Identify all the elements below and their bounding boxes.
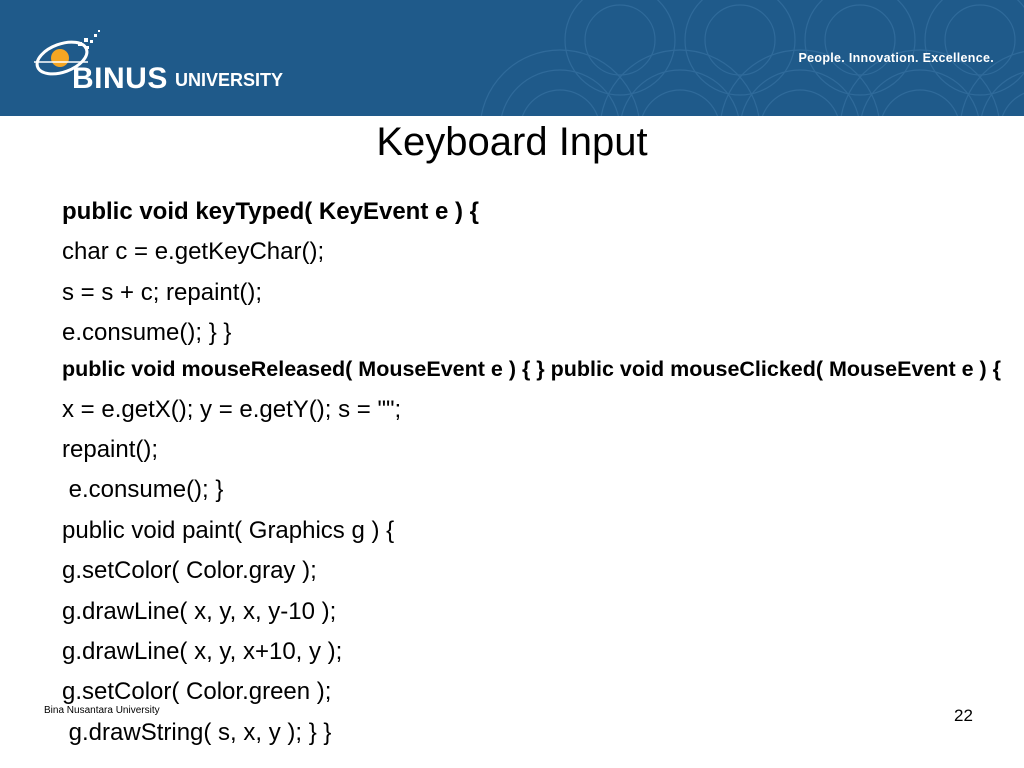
tagline: People. Innovation. Excellence. <box>798 51 994 65</box>
code-line: e.consume(); } <box>62 476 224 504</box>
code-line: repaint(); <box>62 435 159 463</box>
slide-title: Keyboard Input <box>376 120 648 164</box>
code-line: s = s + c; repaint(); <box>62 278 263 306</box>
code-line: e.consume(); } } <box>62 319 232 347</box>
binus-logo <box>20 18 300 108</box>
code-line: g.setColor( Color.green ); <box>62 678 332 706</box>
code-line: char c = e.getKeyChar(); <box>62 238 325 266</box>
code-line: g.setColor( Color.gray ); <box>62 557 317 585</box>
code-line: public void mouseReleased( MouseEvent e ) { } public void mouseClicked( MouseEvent e ) { <box>62 356 1002 381</box>
page-number: 22 <box>954 706 973 725</box>
code-line: x = e.getX(); y = e.getY(); s = ""; <box>62 395 402 423</box>
footer-institution: Bina Nusantara University <box>44 705 160 716</box>
code-line: public void keyTyped( KeyEvent e ) { <box>62 198 479 225</box>
code-line: g.drawLine( x, y, x, y-10 ); <box>62 597 337 625</box>
logo-university-label: UNIVERSITY <box>175 70 284 90</box>
logo-wordmark: BINUS <box>72 62 168 95</box>
code-line: g.drawString( s, x, y ); } } <box>62 718 332 746</box>
code-line: public void paint( Graphics g ) { <box>62 516 395 544</box>
header-banner <box>0 0 1024 116</box>
code-line: g.drawLine( x, y, x+10, y ); <box>62 637 343 665</box>
code-body <box>62 192 1002 753</box>
